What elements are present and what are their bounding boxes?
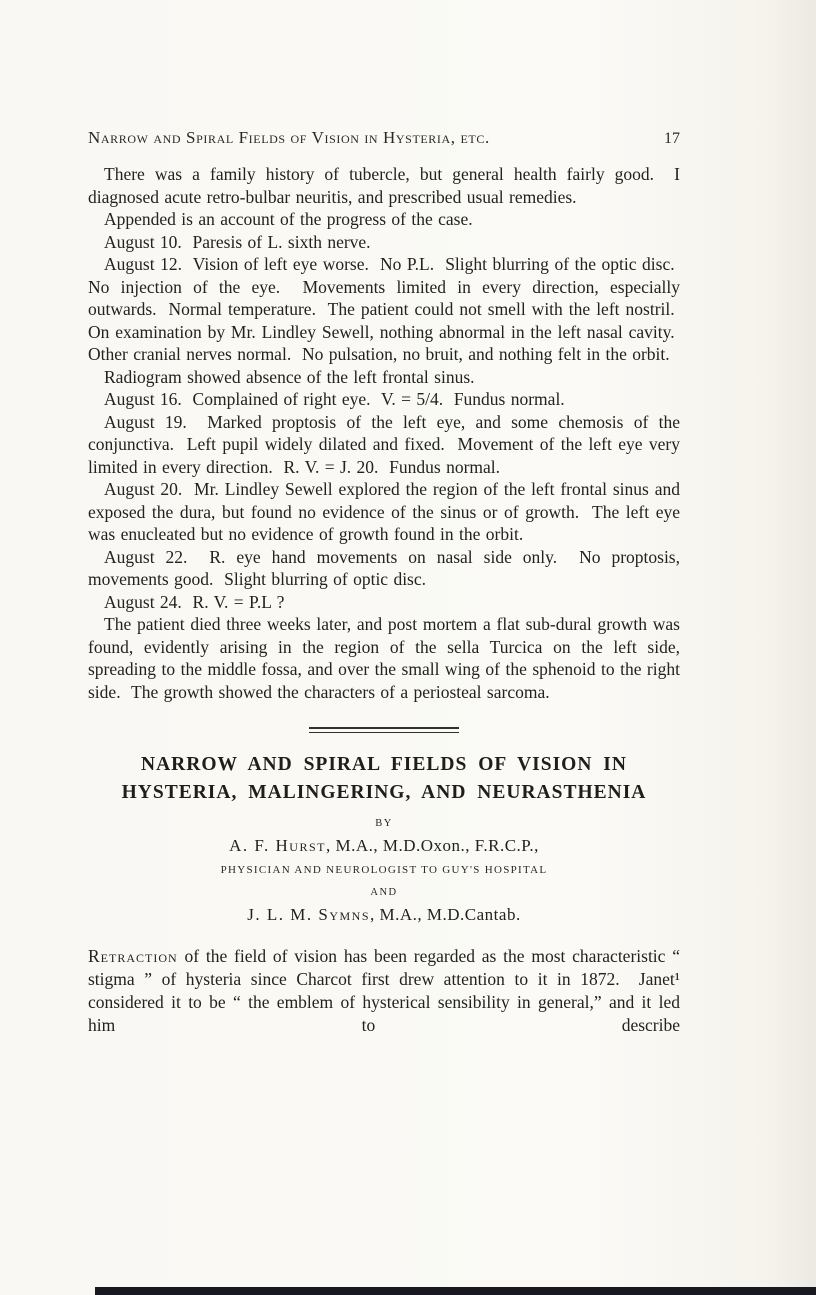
case-paragraph: August 24. R. V. = P.L ? <box>104 591 285 612</box>
author-affiliation: PHYSICIAN AND NEUROLOGIST TO GUY'S HOSPITAL <box>220 864 548 876</box>
text-column <box>88 128 680 1037</box>
article-opening-paragraph <box>88 945 680 1037</box>
case-paragraph: August 16. Complained of right eye. V. = 5/4. Fundus normal. <box>104 389 565 409</box>
author-line-2 <box>88 905 680 925</box>
opening-paragraph-text: of the field of vision has been regarded as the most characteristic “ stigma ” of hysteria since Charcot first drew attention to it in 1872. Janet¹ considered it to be “ the emblem of hysterical sensibility in general,” and it led him to describe <box>88 946 680 1035</box>
author-credentials-1: , M.A., M.D.Oxon., F.R.C.P., <box>325 836 539 855</box>
article-title-line-1: NARROW AND SPIRAL FIELDS OF VISION IN <box>141 754 627 775</box>
section-divider-rule <box>309 727 459 733</box>
opening-lead-word: Retraction <box>88 946 178 966</box>
author-name-1: A. F. Hurst <box>229 836 326 855</box>
case-paragraph: August 12. Vision of left eye worse. No P.L. Slight blurring of the optic disc. No injection of the eye. Movements limited in every direction, especially outwards. Normal temperature. The patient could not smell with the left nostril. On examination by Mr. Lindley Sewell, nothing abnormal in the left nasal cavity. Other cranial nerves normal. No pulsation, no bruit, and nothing felt in the orbit. <box>88 254 680 364</box>
running-title: Narrow and Spiral Fields of Vision in Hysteria, etc. <box>88 128 490 147</box>
running-header <box>88 128 680 148</box>
case-paragraph: Appended is an account of the progress of the case. <box>104 209 473 229</box>
article-title <box>88 751 680 807</box>
author-name-2: J. L. M. Symns <box>247 905 371 924</box>
author-credentials-2: , M.A., M.D.Cantab. <box>370 905 521 924</box>
case-paragraph: August 20. Mr. Lindley Sewell explored the region of the left frontal sinus and exposed the dura, but found no evidence of the sinus or of growth. The left eye was enucleated but no evidence of growth found in the orbit. <box>88 479 680 544</box>
page-number: 17 <box>664 130 680 147</box>
case-paragraph: There was a family history of tubercle, but general health fairly good. I diagnosed acute retro-bulbar neuritis, and prescribed usual remedies. <box>88 164 680 207</box>
by-label: BY <box>375 818 393 829</box>
case-paragraph: Radiogram showed absence of the left frontal sinus. <box>104 366 475 387</box>
article-title-line-2: HYSTERIA, MALINGERING, AND NEURASTHENIA <box>121 782 647 803</box>
case-paragraph: The patient died three weeks later, and post mortem a flat sub-dural growth was found, evidently arising in the region of the sella Turcica on the left side, spreading to the middle fossa, and over the small wing of the sphenoid to the right side. The growth showed the characters of a periosteal sarcoma. <box>88 614 680 702</box>
and-label: AND <box>370 887 398 898</box>
author-line-1 <box>88 836 680 856</box>
scan-edge-artifact <box>95 1287 816 1295</box>
case-paragraph: August 10. Paresis of L. sixth nerve. <box>104 231 371 252</box>
case-paragraph: August 22. R. eye hand movements on nasal side only. No proptosis, movements good. Slight blurring of optic disc. <box>88 546 680 589</box>
case-paragraph: August 19. Marked proptosis of the left eye, and some chemosis of the conjunctiva. Left pupil widely dilated and fixed. Movement of the left eye very limited in every direction. R. V. = J. 20. Fundus normal. <box>88 411 680 477</box>
